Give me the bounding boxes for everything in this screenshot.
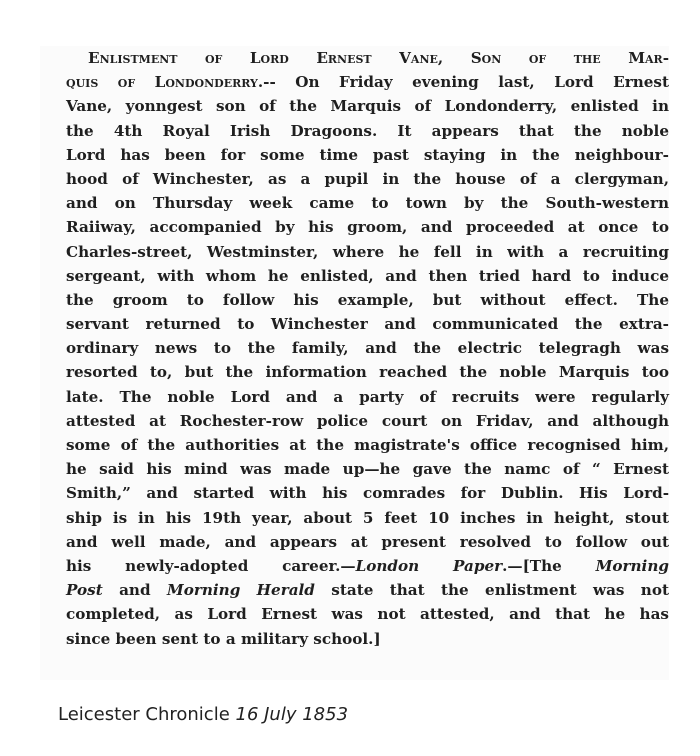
article-text-run: his newly-adopted career.— (66, 556, 356, 575)
article-text-run: Post (66, 581, 103, 600)
source-caption (58, 704, 348, 725)
article-text-run: hood of Winchester, as a pupil in the house of a clergyman, (66, 169, 669, 188)
article-text-run: the groom to follow his example, but without effect. The (66, 290, 669, 309)
article-line (66, 191, 669, 215)
caption-date: 16 July 1853 (235, 704, 349, 725)
article-text-run: Vane, yonngest son of the Marquis of Londonderry, enlisted in (66, 97, 669, 116)
article-text-run: late. The noble Lord and a party of recruits were regularly (66, 387, 669, 406)
article-text-run: -- On Friday evening last, Lord Ernest (263, 73, 670, 92)
article-line (66, 94, 669, 118)
article-text-run: Lord has been for some time past staying in the neighbour- (66, 145, 669, 164)
article-text-run: London Paper (355, 556, 503, 575)
article-text-run: attested at Rochester-row police court on Fridav, and although (66, 411, 669, 430)
article-text-run: resorted to, but the information reached the noble Marquis too (66, 363, 669, 382)
article-text-run: sergeant, with whom he enlisted, and then tried hard to induce (66, 266, 669, 285)
article-text-run: .—[The (502, 556, 596, 575)
article-text-run: Enlistment of Lord Ernest Vane, Son of the Mar- (88, 49, 669, 67)
article-line (66, 46, 669, 70)
article-text-run: ordinary news to the family, and the electric telegragh was (66, 339, 669, 358)
article-line (66, 385, 669, 409)
article-line (66, 360, 669, 384)
article-line (66, 215, 669, 239)
article-line (66, 409, 669, 433)
article-line (66, 70, 669, 94)
article-text-run: completed, as Lord Ernest was not attested, and that he has (66, 605, 669, 624)
article-text-run: he said his mind was made up—he gave the namc of “ Ernest (66, 460, 669, 479)
article-line (66, 457, 669, 481)
article-line (66, 288, 669, 312)
article-line (66, 119, 669, 143)
article-text-run: and (102, 581, 167, 600)
article-line (66, 602, 669, 626)
article-text-run: Raiiway, accompanied by his groom, and proceeded at once to (66, 218, 669, 237)
article-line (66, 627, 669, 651)
article-line (66, 336, 669, 360)
article-text (66, 46, 669, 651)
article-line (66, 433, 669, 457)
article-line (66, 506, 669, 530)
article-line (66, 143, 669, 167)
article-text-run: Morning Herald (166, 581, 315, 600)
article-text-run: ship is in his 19th year, about 5 feet 10 inches in height, stout (66, 508, 669, 527)
article-text-run: since been sent to a military school.] (66, 629, 381, 648)
article-text-run: some of the authorities at the magistrate's office recognised him, (66, 436, 669, 454)
article-line (66, 240, 669, 264)
article-line (66, 554, 669, 578)
article-text-run: Charles-street, Westminster, where he fell in with a recruiting (66, 242, 669, 261)
article-line (66, 530, 669, 554)
article-line (66, 264, 669, 288)
article-text-run: servant returned to Winchester and communicated the extra- (66, 315, 669, 334)
article-line (66, 167, 669, 191)
article-text-run: and well made, and appears at present resolved to follow out (66, 532, 669, 551)
article-text-run: and on Thursday week came to town by the South-western (66, 194, 669, 213)
article-text-run: the 4th Royal Irish Dragoons. It appears that the noble (66, 121, 669, 140)
article-text-run: Smith,” and started with his comrades for Dublin. His Lord- (66, 484, 669, 503)
article-text-run: quis of Londonderry. (66, 73, 264, 92)
newspaper-clipping (40, 46, 669, 680)
article-text-run: state that the enlistment was not (314, 581, 669, 600)
article-line (66, 578, 669, 602)
article-line (66, 312, 669, 336)
article-line (66, 481, 669, 505)
article-text-run: Morning (595, 556, 669, 575)
caption-source: Leicester Chronicle (58, 704, 230, 725)
